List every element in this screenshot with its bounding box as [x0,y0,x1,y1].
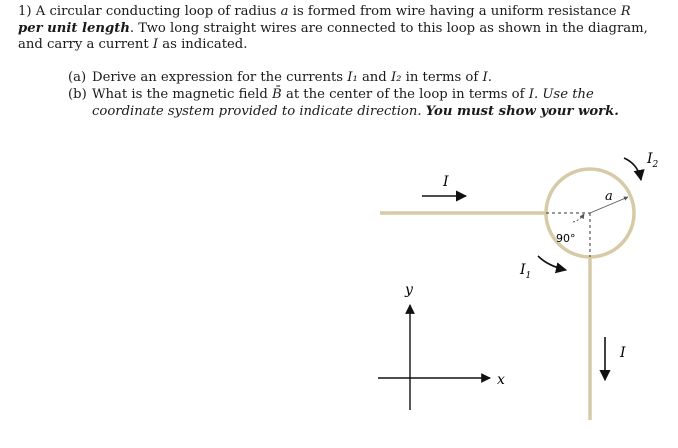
radius-label: a [605,189,613,204]
part-a-tag: (a) [68,70,87,85]
part-b-text: What is the magnetic field [92,86,268,102]
part-a-text: Derive an expression for the currents [92,70,344,85]
current-I-right [605,337,626,380]
var-B: B̄ [272,86,282,102]
var-I1: I₁ [347,70,358,85]
part-b-tag: (b) [68,86,87,102]
var-I: I [482,70,488,85]
part-a-text: in terms of [405,70,479,85]
var-R: R [620,4,631,19]
part-a-and: and [361,70,387,85]
problem-text: A circular conducting loop of radius [35,4,277,19]
angle-arc [573,214,584,222]
part-b-text: at the center of the loop in terms of [285,86,525,102]
part-b-line2: coordinate system provided to indicate direction. [92,103,422,119]
var-I: I [152,37,159,53]
problem-text: as indicated. [162,37,248,53]
current-arrow-I2 [624,158,641,180]
current-arrow-I1 [538,256,566,270]
must-show-work: You must show your work. [425,103,619,119]
coordinate-axes [378,282,505,410]
var-I: I [528,86,534,102]
current-I-top [422,174,466,196]
x-axis-label: x [497,372,505,388]
current-I1 [519,256,566,281]
part-a-end: . [487,70,492,85]
var-a: a [280,4,289,19]
current-label-I1: $I_1$ [520,262,532,281]
problem-number: 1) [18,4,32,19]
part-b-text: . Use the [533,86,594,102]
angle-label: 90° [556,232,576,245]
problem-text: is formed from wire having a uniform resistance [292,4,617,19]
current-label-right: I [620,345,626,361]
current-label-top: I [443,174,449,190]
current-label-I2: $I_2$ [647,151,659,170]
per-unit-length: per unit length [18,20,130,36]
problem-text: . Two long straight wires are connected to this loop as shown in the diagram, and carry a current [18,20,648,53]
current-I2 [624,151,659,180]
y-axis-label: y [405,282,413,298]
var-I2: I₂ [390,70,402,85]
radius-indicator [590,189,628,213]
wires [380,169,634,420]
